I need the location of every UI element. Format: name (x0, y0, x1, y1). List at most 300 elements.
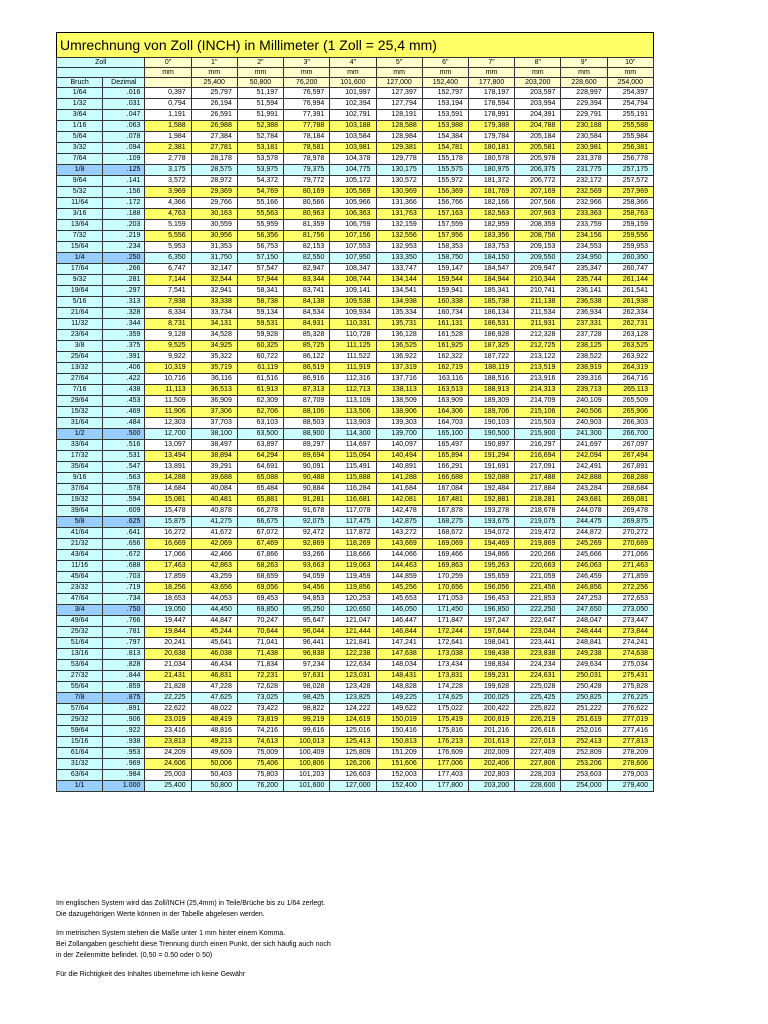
fraction-cell: 53/64 (57, 660, 103, 671)
mm-cell: 138,509 (376, 396, 422, 407)
mm-cell: 241,300 (561, 429, 607, 440)
mm-cell: 108,744 (330, 275, 376, 286)
mm-cell: 216,297 (515, 440, 561, 451)
mm-cell: 176,213 (422, 737, 468, 748)
decimal-cell: .359 (103, 330, 145, 341)
mm-cell: 84,534 (284, 308, 330, 319)
mm-cell: 54,372 (237, 176, 283, 187)
decimal-cell: .906 (103, 715, 145, 726)
mm-cell: 207,566 (515, 198, 561, 209)
mm-cell: 128,191 (376, 110, 422, 121)
mm-cell: 21,431 (145, 671, 191, 682)
mm-cell: 161,528 (422, 330, 468, 341)
mm-cell: 43,656 (191, 583, 237, 594)
mm-cell: 88,106 (284, 407, 330, 418)
mm-cell: 113,506 (330, 407, 376, 418)
table-row (57, 737, 654, 748)
decimal-cell: .703 (103, 572, 145, 583)
mm-cell: 143,669 (376, 539, 422, 550)
mm-cell: 218,678 (515, 506, 561, 517)
fraction-cell: 59/64 (57, 726, 103, 737)
decimal-cell: .672 (103, 550, 145, 561)
mm-cell: 176,609 (422, 748, 468, 759)
mm-cell: 165,100 (422, 429, 468, 440)
fraction-cell: 55/64 (57, 682, 103, 693)
mm-cell: 7,938 (145, 297, 191, 308)
mm-cell: 143,272 (376, 528, 422, 539)
mm-cell: 161,925 (422, 341, 468, 352)
mm-cell: 268,684 (607, 484, 653, 495)
mm-cell: 44,053 (191, 594, 237, 605)
mm-cell: 35,719 (191, 363, 237, 374)
mm-cell: 210,344 (515, 275, 561, 286)
mm-cell: 140,097 (376, 440, 422, 451)
mm-cell: 173,831 (422, 671, 468, 682)
mm-cell: 36,513 (191, 385, 237, 396)
mm-cell: 106,363 (330, 209, 376, 220)
mm-cell: 157,163 (422, 209, 468, 220)
mm-cell: 29,766 (191, 198, 237, 209)
mm-cell: 203,200 (468, 781, 514, 792)
mm-cell: 45,244 (191, 627, 237, 638)
mm-cell: 271,066 (607, 550, 653, 561)
fraction-cell: 9/16 (57, 473, 103, 484)
mm-cell: 13,891 (145, 462, 191, 473)
fraction-cell: 9/64 (57, 176, 103, 187)
mm-cell: 233,759 (561, 220, 607, 231)
mm-cell: 103,188 (330, 121, 376, 132)
table-row (57, 209, 654, 220)
mm-cell: 254,397 (607, 88, 653, 99)
mm-cell: 219,472 (515, 528, 561, 539)
mm-cell: 220,663 (515, 561, 561, 572)
mm-cell: 52,388 (237, 121, 283, 132)
mm-cell: 124,222 (330, 704, 376, 715)
table-row (57, 594, 654, 605)
note-line: Die dazugehörigen Werte können in der Tabelle abgelesen werden. (56, 911, 265, 918)
mm-cell: 140,891 (376, 462, 422, 473)
mm-cell: 34,925 (191, 341, 237, 352)
mm-cell: 274,638 (607, 649, 653, 660)
mm-cell: 277,416 (607, 726, 653, 737)
mm-cell: 4,366 (145, 198, 191, 209)
mm-cell: 68,263 (237, 561, 283, 572)
mm-cell: 169,466 (422, 550, 468, 561)
mm-cell: 254,000 (561, 781, 607, 792)
mm-cell: 150,416 (376, 726, 422, 737)
mm-cell: 169,069 (422, 539, 468, 550)
table-row (57, 759, 654, 770)
mm-cell: 125,809 (330, 748, 376, 759)
mm-cell: 82,153 (284, 242, 330, 253)
fraction-cell: 45/64 (57, 572, 103, 583)
mm-cell: 47,625 (191, 693, 237, 704)
decimal-cell: .656 (103, 539, 145, 550)
decimal-cell: .328 (103, 308, 145, 319)
mm-cell: 187,722 (468, 352, 514, 363)
mm-cell: 224,631 (515, 671, 561, 682)
decimal-cell: .766 (103, 616, 145, 627)
header-base-6: 152,400 (422, 78, 468, 88)
mm-cell: 132,556 (376, 231, 422, 242)
mm-cell: 270,669 (607, 539, 653, 550)
mm-cell: 252,413 (561, 737, 607, 748)
mm-cell: 12,700 (145, 429, 191, 440)
mm-cell: 80,963 (284, 209, 330, 220)
decimal-cell: .734 (103, 594, 145, 605)
fraction-cell: 21/64 (57, 308, 103, 319)
mm-cell: 11,509 (145, 396, 191, 407)
mm-cell: 65,088 (237, 473, 283, 484)
table-row (57, 253, 654, 264)
mm-cell: 100,806 (284, 759, 330, 770)
fraction-cell: 15/64 (57, 242, 103, 253)
header-inch-3: 3" (284, 58, 330, 68)
mm-cell: 196,453 (468, 594, 514, 605)
mm-cell: 162,719 (422, 363, 468, 374)
mm-cell: 227,013 (515, 737, 561, 748)
mm-cell: 209,947 (515, 264, 561, 275)
decimal-cell: .266 (103, 264, 145, 275)
mm-cell: 275,828 (607, 682, 653, 693)
table-row (57, 121, 654, 132)
mm-cell: 41,672 (191, 528, 237, 539)
mm-cell: 273,844 (607, 627, 653, 638)
mm-cell: 113,109 (330, 396, 376, 407)
mm-cell: 114,697 (330, 440, 376, 451)
fraction-cell: 19/64 (57, 286, 103, 297)
mm-cell: 234,553 (561, 242, 607, 253)
mm-cell: 73,819 (237, 715, 283, 726)
mm-cell: 62,309 (237, 396, 283, 407)
mm-cell: 257,572 (607, 176, 653, 187)
table-row (57, 286, 654, 297)
table-row (57, 330, 654, 341)
mm-cell: 239,316 (561, 374, 607, 385)
mm-cell: 39,291 (191, 462, 237, 473)
mm-cell: 43,259 (191, 572, 237, 583)
mm-cell: 62,706 (237, 407, 283, 418)
mm-cell: 224,234 (515, 660, 561, 671)
mm-cell: 211,138 (515, 297, 561, 308)
mm-cell: 72,628 (237, 682, 283, 693)
header-unit: mm (237, 68, 283, 78)
mm-cell: 185,341 (468, 286, 514, 297)
mm-cell: 92,472 (284, 528, 330, 539)
mm-cell: 129,778 (376, 154, 422, 165)
table-row (57, 165, 654, 176)
mm-cell: 133,747 (376, 264, 422, 275)
mm-cell: 44,450 (191, 605, 237, 616)
mm-cell: 149,225 (376, 693, 422, 704)
decimal-cell: .453 (103, 396, 145, 407)
header-inch-4: 4" (330, 58, 376, 68)
mm-cell: 29,369 (191, 187, 237, 198)
mm-cell: 217,884 (515, 484, 561, 495)
mm-cell: 181,372 (468, 176, 514, 187)
mm-cell: 163,513 (422, 385, 468, 396)
table-row (57, 770, 654, 781)
table-row (57, 407, 654, 418)
mm-cell: 109,538 (330, 297, 376, 308)
mm-cell: 64,294 (237, 451, 283, 462)
mm-cell: 11,113 (145, 385, 191, 396)
mm-cell: 159,941 (422, 286, 468, 297)
mm-cell: 203,597 (515, 88, 561, 99)
mm-cell: 46,831 (191, 671, 237, 682)
mm-cell: 77,788 (284, 121, 330, 132)
mm-cell: 3,969 (145, 187, 191, 198)
decimal-cell: .531 (103, 451, 145, 462)
table-row (57, 154, 654, 165)
mm-cell: 221,853 (515, 594, 561, 605)
mm-cell: 185,738 (468, 297, 514, 308)
mm-cell: 226,616 (515, 726, 561, 737)
mm-cell: 202,803 (468, 770, 514, 781)
mm-cell: 66,675 (237, 517, 283, 528)
mm-cell: 86,519 (284, 363, 330, 374)
mm-cell: 180,181 (468, 143, 514, 154)
header-base-9: 228,600 (561, 78, 607, 88)
mm-cell: 85,328 (284, 330, 330, 341)
mm-cell: 139,700 (376, 429, 422, 440)
header-unit: mm (515, 68, 561, 78)
mm-cell: 188,913 (468, 385, 514, 396)
mm-cell: 238,125 (561, 341, 607, 352)
fraction-cell: 21/32 (57, 539, 103, 550)
mm-cell: 117,475 (330, 517, 376, 528)
fraction-cell: 31/32 (57, 759, 103, 770)
mm-cell: 137,716 (376, 374, 422, 385)
mm-cell: 117,872 (330, 528, 376, 539)
mm-cell: 14,684 (145, 484, 191, 495)
mm-cell: 279,400 (607, 781, 653, 792)
mm-cell: 179,784 (468, 132, 514, 143)
mm-cell: 156,369 (422, 187, 468, 198)
mm-cell: 277,813 (607, 737, 653, 748)
mm-cell: 95,250 (284, 605, 330, 616)
mm-cell: 184,547 (468, 264, 514, 275)
mm-cell: 228,997 (561, 88, 607, 99)
mm-cell: 57,547 (237, 264, 283, 275)
table-row (57, 451, 654, 462)
mm-cell: 190,500 (468, 429, 514, 440)
decimal-cell: .172 (103, 198, 145, 209)
mm-cell: 9,128 (145, 330, 191, 341)
fraction-cell: 1/64 (57, 88, 103, 99)
mm-cell: 169,863 (422, 561, 468, 572)
mm-cell: 132,953 (376, 242, 422, 253)
mm-cell: 207,169 (515, 187, 561, 198)
table-row (57, 682, 654, 693)
fraction-cell: 7/16 (57, 385, 103, 396)
mm-cell: 57,150 (237, 253, 283, 264)
fraction-cell: 29/64 (57, 396, 103, 407)
mm-cell: 165,497 (422, 440, 468, 451)
mm-cell: 172,244 (422, 627, 468, 638)
mm-cell: 206,772 (515, 176, 561, 187)
mm-cell: 35,322 (191, 352, 237, 363)
table-row (57, 297, 654, 308)
mm-cell: 269,875 (607, 517, 653, 528)
mm-cell: 209,550 (515, 253, 561, 264)
note-line: Im metrischen System stehen die Maße unter 1 mm hinter einem Komma. (56, 930, 286, 937)
mm-cell: 162,322 (422, 352, 468, 363)
mm-cell: 237,728 (561, 330, 607, 341)
mm-cell: 85,725 (284, 341, 330, 352)
header-row-base (57, 78, 654, 88)
mm-cell: 160,338 (422, 297, 468, 308)
mm-cell: 247,650 (561, 605, 607, 616)
mm-cell: 237,331 (561, 319, 607, 330)
table-row (57, 429, 654, 440)
mm-cell: 91,281 (284, 495, 330, 506)
fraction-cell: 29/32 (57, 715, 103, 726)
fraction-cell: 3/32 (57, 143, 103, 154)
decimal-cell: .781 (103, 627, 145, 638)
mm-cell: 249,238 (561, 649, 607, 660)
mm-cell: 149,622 (376, 704, 422, 715)
mm-cell: 215,900 (515, 429, 561, 440)
fraction-cell: 47/64 (57, 594, 103, 605)
mm-cell: 269,081 (607, 495, 653, 506)
note-line: Bei Zollangaben geschieht diese Trennung durch einen Punkt, der sich häufig auch noch (56, 941, 331, 948)
mm-cell: 252,809 (561, 748, 607, 759)
mm-cell: 225,425 (515, 693, 561, 704)
mm-cell: 115,888 (330, 473, 376, 484)
mm-cell: 276,622 (607, 704, 653, 715)
mm-cell: 264,716 (607, 374, 653, 385)
table-row (57, 660, 654, 671)
mm-cell: 131,763 (376, 209, 422, 220)
mm-cell: 99,219 (284, 715, 330, 726)
mm-cell: 240,109 (561, 396, 607, 407)
decimal-cell: .844 (103, 671, 145, 682)
mm-cell: 104,378 (330, 154, 376, 165)
mm-cell: 107,950 (330, 253, 376, 264)
header-zoll: Zoll (57, 58, 145, 68)
mm-cell: 243,681 (561, 495, 607, 506)
mm-cell: 3,175 (145, 165, 191, 176)
mm-cell: 190,103 (468, 418, 514, 429)
mm-cell: 31,353 (191, 242, 237, 253)
mm-cell: 93,663 (284, 561, 330, 572)
fraction-cell: 13/16 (57, 649, 103, 660)
mm-cell: 27,781 (191, 143, 237, 154)
mm-cell: 110,331 (330, 319, 376, 330)
mm-cell: 175,816 (422, 726, 468, 737)
note-line: in der Zeilenmitte befindet. (0,50 = 0.50 oder 0·50) (56, 952, 213, 959)
decimal-cell: .141 (103, 176, 145, 187)
mm-cell: 63,500 (237, 429, 283, 440)
mm-cell: 256,381 (607, 143, 653, 154)
mm-cell: 242,888 (561, 473, 607, 484)
header-unit: mm (191, 68, 237, 78)
decimal-cell: .969 (103, 759, 145, 770)
fraction-cell: 5/64 (57, 132, 103, 143)
note-paragraph (56, 928, 656, 961)
mm-cell: 92,075 (284, 517, 330, 528)
mm-cell: 197,247 (468, 616, 514, 627)
header-inch-6: 6" (422, 58, 468, 68)
mm-cell: 121,444 (330, 627, 376, 638)
mm-cell: 272,256 (607, 583, 653, 594)
table-row (57, 781, 654, 792)
mm-cell: 240,506 (561, 407, 607, 418)
mm-cell: 106,759 (330, 220, 376, 231)
table-row (57, 726, 654, 737)
mm-cell: 109,934 (330, 308, 376, 319)
table-row (57, 539, 654, 550)
mm-cell: 15,478 (145, 506, 191, 517)
mm-cell: 148,431 (376, 671, 422, 682)
mm-cell: 97,631 (284, 671, 330, 682)
mm-cell: 53,181 (237, 143, 283, 154)
mm-cell: 126,603 (330, 770, 376, 781)
mm-cell: 200,422 (468, 704, 514, 715)
mm-cell: 225,028 (515, 682, 561, 693)
mm-cell: 161,131 (422, 319, 468, 330)
mm-cell: 78,581 (284, 143, 330, 154)
header-unit: mm (376, 68, 422, 78)
mm-cell: 245,666 (561, 550, 607, 561)
mm-cell: 25,797 (191, 88, 237, 99)
mm-cell: 178,991 (468, 110, 514, 121)
mm-cell: 234,156 (561, 231, 607, 242)
header-inch-10: 10" (607, 58, 653, 68)
header-row-inches (57, 58, 654, 68)
mm-cell: 108,347 (330, 264, 376, 275)
mm-cell: 50,403 (191, 770, 237, 781)
mm-cell: 22,622 (145, 704, 191, 715)
mm-cell: 196,850 (468, 605, 514, 616)
mm-cell: 204,788 (515, 121, 561, 132)
mm-cell: 49,213 (191, 737, 237, 748)
mm-cell: 230,188 (561, 121, 607, 132)
mm-cell: 271,859 (607, 572, 653, 583)
mm-cell: 80,566 (284, 198, 330, 209)
mm-cell: 199,628 (468, 682, 514, 693)
decimal-cell: .469 (103, 407, 145, 418)
conversion-sheet (56, 32, 654, 792)
mm-cell: 141,684 (376, 484, 422, 495)
mm-cell: 183,753 (468, 242, 514, 253)
fraction-cell: 19/32 (57, 495, 103, 506)
mm-cell: 51,991 (237, 110, 283, 121)
mm-cell: 212,725 (515, 341, 561, 352)
mm-cell: 205,978 (515, 154, 561, 165)
mm-cell: 110,728 (330, 330, 376, 341)
mm-cell: 14,288 (145, 473, 191, 484)
decimal-cell: .547 (103, 462, 145, 473)
mm-cell: 166,291 (422, 462, 468, 473)
mm-cell: 183,356 (468, 231, 514, 242)
mm-cell: 175,419 (422, 715, 468, 726)
mm-cell: 222,250 (515, 605, 561, 616)
mm-cell: 120,650 (330, 605, 376, 616)
mm-cell: 264,319 (607, 363, 653, 374)
mm-cell: 211,931 (515, 319, 561, 330)
mm-cell: 105,569 (330, 187, 376, 198)
mm-cell: 184,150 (468, 253, 514, 264)
mm-cell: 229,791 (561, 110, 607, 121)
mm-cell: 243,284 (561, 484, 607, 495)
decimal-cell: .938 (103, 737, 145, 748)
fraction-cell: 11/32 (57, 319, 103, 330)
mm-cell: 67,469 (237, 539, 283, 550)
mm-cell: 56,753 (237, 242, 283, 253)
header-inch-1: 1" (191, 58, 237, 68)
